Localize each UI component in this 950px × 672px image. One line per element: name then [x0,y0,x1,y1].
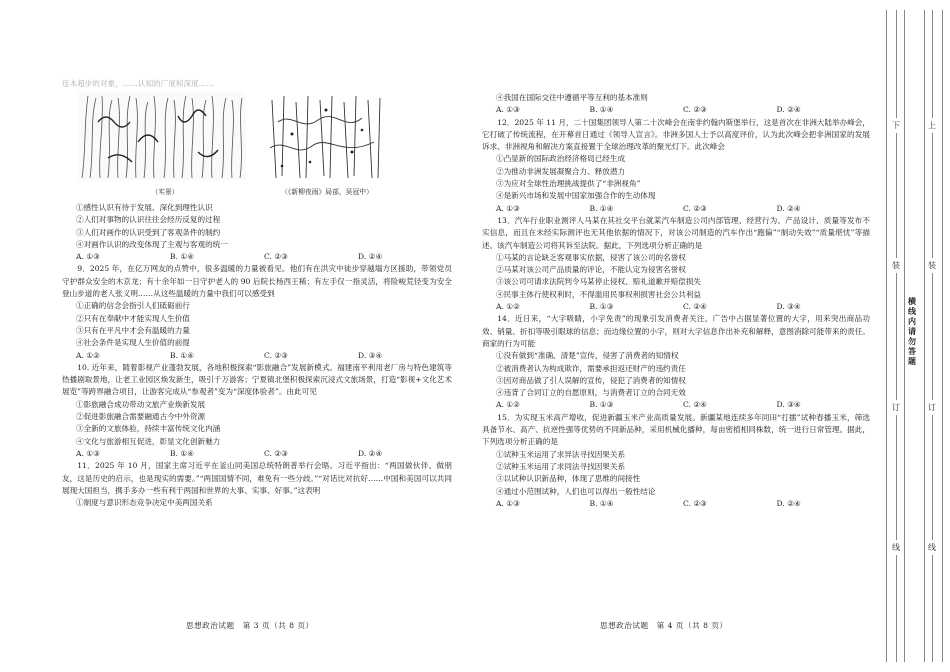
binding-margin [880,0,950,672]
q11-choice-c: C. ②③ [683,105,707,115]
q10-choice-b: B. ①④ [170,448,195,458]
q15-option-2: ②试种玉米运用了求同法寻找因果关系 [496,461,626,471]
q15-option-3: ③以试种认识新品种，体现了思维的间接性 [496,474,641,484]
binding-line-6 [942,10,943,662]
q11-option-4: ④我国在国际交往中遵循平等互利的基本准则 [496,93,648,102]
binding-line-3 [904,10,905,662]
q14-choice-a: A. ①② [496,400,520,410]
q8-choice-c: C. ②③ [264,252,288,262]
q13-choice-d: D. ③④ [776,302,801,312]
q13-choice-b: B. ①③ [589,302,614,312]
binding-label-inner-2: 装 [890,258,902,273]
q8-option-3: ③人们对画作的认识受到了客观条件的制约 [76,227,221,237]
q9-choice-c: C. ②③ [264,350,288,360]
q10-option-1: ①影旅融合成功带动文旅产业焕新发展 [76,399,206,409]
binding-label-outer-4: 线 [926,540,938,555]
q12-choices [482,203,870,215]
q13-option-4: ④民事主体行使权利时，不得滥用民事权利损害社会公共利益 [496,289,702,299]
page4-footer: 思想政治试题 第 4 页（共 8 页） [600,621,728,630]
q10-choice-a: A. ①③ [76,448,100,458]
q9-choice-d: D. ③④ [358,350,383,360]
q14-choices [482,399,870,411]
q9-choice-a: A. ①② [76,350,100,360]
binding-label-inner-4: 线 [890,540,902,555]
q11-option-1: ①制度与意识形态竞争决定中美两国关系 [76,498,213,508]
q10-choice-c: C. ②③ [264,448,288,458]
q8-option-4: ④对画作认识的改变体现了主观与客观的统一 [76,239,228,249]
q9-choice-b: B. ①④ [170,350,195,360]
q14-option-1: ①没有做到“准确、清楚”宣传，侵害了消费者的知情权 [496,351,679,361]
q13-option-2: ②马某对该公司产品质量的评论，不能认定为侵害名誉权 [496,265,686,275]
q9-choices [62,350,452,362]
q14-option-4: ④违背了合同订立的自愿原则，与消费者订立的合同无效 [496,388,686,398]
binding-label-outer-3: 订 [926,400,938,415]
binding-line-5 [932,10,933,662]
q12-choice-a: A. ①③ [496,203,520,213]
q12-option-4: ④是新兴市场和发展中国家加强合作的生动体现 [496,191,656,201]
q15-option-1: ①试种玉米运用了求异法寻找因果关系 [496,449,626,459]
q13-stem: 13．汽车行业职业测评人马某在其社交平台就某汽车制造公司内部管理、经营行为、产品设计、质量等发布不实信息，而且在未经实际测评也无其他依据的情况下，对该公司制造的汽车作出“跑偏”“制动失效”“质量堪忧”等描述。该汽车制造公司将其诉至法院。据此，下列选项分析正确的是 [482,215,870,250]
figure-caption-right: （《新柳夜雨》局部，吴冠中） [281,188,373,196]
page4-questions [482,92,870,510]
q8-choice-d: D. ②④ [358,252,383,262]
q8-choice-b: B. ①④ [170,252,195,262]
photo-real-scene [78,92,246,180]
binding-line-1 [886,10,887,662]
q14-option-2: ②被消费者认为构成欺诈，需要承担返还财产的违约责任 [496,363,686,373]
q8-option-2: ②人们对事物的认识往往会经历反复的过程 [76,215,221,225]
page3-questions [62,202,452,509]
q13-choice-c: C. ②④ [683,302,707,312]
q9-option-1: ①正确的信念会指引人们砥砺前行 [76,301,190,311]
q11-choice-b: B. ①④ [589,105,614,115]
q10-option-4: ④文化与旅游相互促进，彰显文化创新魅力 [76,436,221,446]
q11-choices [482,104,870,116]
binding-notice: 横线内请勿答题 [908,296,916,366]
q15-choice-d: D. ②④ [776,498,801,508]
q12-choice-c: C. ②③ [683,203,707,213]
q12-choice-d: D. ②④ [776,203,801,213]
q9-option-3: ③只有在平凡中才会有温暖的力量 [76,325,190,335]
figure-caption-left: （实景） [151,188,179,196]
partial-top-line: 连本超步的对象，……认知的广度和深度…… [62,79,214,88]
q13-option-1: ①马某的言论缺乏客观事实依据，侵害了该公司的名誉权 [496,252,686,262]
q12-option-2: ②为推动非洲发展凝聚合力、释放潜力 [496,166,626,176]
binding-label-outer-1: 上 [926,118,938,133]
q14-choice-d: D. ③④ [776,400,801,410]
q14-option-3: ③因对商品做了引人误解的宣传，侵犯了消费者的知情权 [496,375,686,385]
q15-choice-c: C. ②③ [683,498,707,508]
page3-footer: 思想政治试题 第 3 页（共 8 页） [186,621,314,630]
q15-choice-b: B. ①④ [589,498,614,508]
q15-option-4: ④通过小范围试种，人们也可以得出一般性结论 [496,486,656,496]
q9-option-2: ②只有在奉献中才能实现人生价值 [76,313,190,323]
q15-choices [482,498,870,510]
painting-xinliu-yeyu [262,92,388,180]
q14-choice-b: B. ①③ [589,400,614,410]
q12-option-1: ①凸显新的国际政治经济格局已经生成 [496,154,626,164]
binding-label-inner-3: 订 [890,400,902,415]
q10-stem: 10. 近年来，随着影视产业蓬勃发展，各地积极探索“影旅融合”发展新模式。福建南平利用老厂房与特色建筑等热播剧取景地，让老工业园区焕发新生，吸引千万游客；宁夏镇北堡积极探索沉浸式文旅场景，打造“影视+文化艺术展览”等跨界融合项目，让游客完成从“参观者”变为“深度体验者”。由此可见 [62,362,452,397]
binding-line-4 [924,10,925,662]
q9-stem: 9．2025 年，在亿万网友的点赞中，很多温暖的力量被看见。他们有在洪灾中徒步穿越塌方区援助，带领党员守护群众安全的木京龙；有十余年如一日守护老人的 90 后院长杨西王稀；有左手仅一指灵活，将险峻荒径变为安全登山步道的老人张义明……从这些温暖的力量中我们可以感受到 [62,264,452,299]
q13-choice-a: A. ①② [496,302,520,312]
q11-stem: 11．2025 年 10 月，国家主席习近平在釜山同美国总统特朗普举行会晤。习近平指出：“两国做伙伴、做朋友，这是历史的启示，也是现实的需要。”“两国国情不同，难免有一些分歧。”“对话比对抗好……中国和美国可以共同展现大国担当，携手多办一些有利于两国和世界的大事、实事、好事。”这表明 [62,461,452,495]
binding-line-2 [896,10,897,662]
q9-option-4: ④社会条件是实现人生价值的前提 [76,338,190,348]
q11-choice-a: A. ①③ [496,105,520,115]
q8-choice-a: A. ①③ [76,252,100,262]
binding-label-outer-2: 装 [926,258,938,273]
q10-choices [62,448,452,460]
q14-stem: 14．近日来，“大字吸睛，小字免责”的现象引发消费者关注。广告中占据显著位置的大字，用来突出商品功效、销量、折扣等吸引眼球的信息；而边缘位置的小字，则对大字信息作出补充和解释，意图消除可能带来的责任。商家的行为可能 [482,314,870,348]
q10-choice-d: D. ②④ [358,448,383,458]
q12-stem: 12．2025 年 11 月，二十国集团领导人第二十次峰会在南非约翰内斯堡举行，这是首次在非洲大陆举办峰会，它打破了传统流程，在开幕首日通过《领导人宣言》。非洲多国人士予以高度评价，认为此次峰会把非洲国家的发展诉求、非洲视角和解决方案直接置于全球治理改革的聚光灯下。此次峰会 [482,117,870,152]
q14-choice-c: C. ②④ [683,400,707,410]
q15-choice-a: A. ①③ [496,498,520,508]
q12-choice-b: B. ①④ [589,203,614,213]
q10-option-3: ③全新的文旅体验，持续丰富传统文化内涵 [76,424,221,434]
q11-choice-d: D. ②④ [776,105,801,115]
q10-option-2: ②促进影旅融合需要融通古今中外资源 [76,412,206,422]
q13-choices [482,301,870,313]
q13-option-3: ③该公司可请求法院判令马某停止侵权、赔礼道歉并赔偿损失 [496,277,702,287]
q8-choices [62,251,452,263]
q15-stem: 15．为实现玉米高产增收，促进新疆玉米产业高质量发展。新疆某地连续多年同田“打擂”试种春播玉米，筛选具备节水、高产、抗逆性强等优势的不同新品种，采用机械化播种，每亩密植相同株数，统一进行日常管理。据此，下列选项分析正确的是 [482,412,870,447]
q12-option-3: ③为应对全球性治理挑战提供了“非洲视角” [496,179,641,189]
binding-label-inner-1: 下 [890,118,902,133]
q8-option-1: ①感性认识有待于发展、深化到理性认识 [76,203,213,212]
